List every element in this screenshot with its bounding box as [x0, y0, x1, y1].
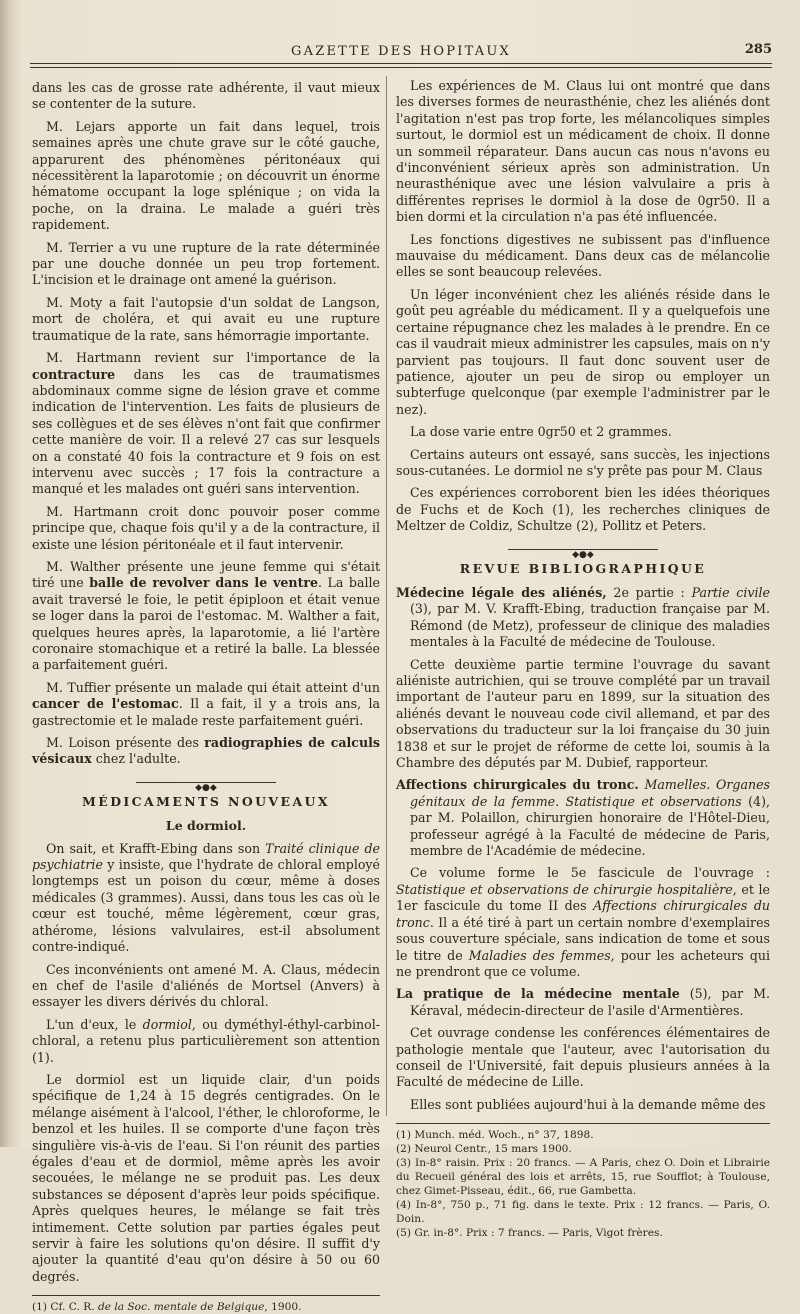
bibliography-entry	[396, 986, 770, 1019]
footnote: (1) Munch. méd. Woch., n° 37, 1898.	[396, 1129, 594, 1142]
text: dans les cas de traumatismes abdominaux comme signe de lésion grave et comme indication de l'intervention. Les faits de plusieurs de ses collègues et de ses élèves n'ont fait que confirmer cette manière de voir. Il a relevé 27 cas sur lesquels on a constaté 40 fois la contracture et 9 fois on est intervenu avec succès ; 17 fois la contracture a manqué et les malades ont guéri sans intervention.	[32, 366, 380, 497]
ornament-divider: ◆●◆	[396, 545, 770, 553]
emphasis: Affections chirurgicales du tronc	[396, 898, 770, 930]
bibliography-entry	[396, 777, 770, 859]
footnote	[32, 1300, 380, 1314]
text: . Il a fait, il y a trois ans, la gastrectomie et le malade reste parfaitement guéri.	[32, 696, 380, 728]
paragraph: Ces expériences corroborent bien les idées théoriques de Fuchs et de Koch (1), les recherches cliniques de Meltzer de Coldiz, Schultze (2), Pollitz et Peters.	[396, 485, 770, 534]
text: M. Loison présente des	[46, 735, 205, 751]
text: , et le 1er fascicule du tome II des	[396, 881, 770, 914]
footnote: (4) In-8°, 750 p., 71 fig. dans le texte. Prix : 12 francs. — Paris, O. Doin.	[396, 1199, 770, 1226]
paragraph: Cette deuxième partie termine l'ouvrage du savant aliéniste autrichien, qui se trouve complété par un travail important de l'auteur paru en 1899, sur la situation des aliénés devant le nouveau code civil allemand, et par des observations du traducteur sur la loi française du 30 juin 1838 et sur le projet de réforme de cette loi, soumis à la Chambre des députés par M. Dubief, rapporteur.	[396, 656, 770, 771]
paragraph: Cet ouvrage condense les conférences élémentaires de pathologie mentale que l'auteur, avec l'autorisation du conseil de l'Université, fait depuis plusieurs années à la Faculté de médecine de Lille.	[396, 1025, 770, 1090]
text: (1) Cf. C. R.	[32, 1301, 98, 1314]
entry-title: Affections chirurgicales du tronc.	[396, 777, 639, 793]
header-rule-thick	[30, 63, 772, 64]
paragraph	[32, 350, 380, 498]
paragraph	[32, 841, 380, 956]
entry-title: La pratique de la médecine mentale	[396, 986, 680, 1002]
text: , pour les acheteurs qui ne prendront que ce volume.	[396, 947, 770, 979]
text: 2e partie :	[606, 584, 692, 600]
emphasis: contracture	[32, 366, 116, 382]
column-divider	[386, 76, 387, 1116]
paragraph	[32, 680, 380, 729]
emphasis: Mamelles. Organes génitaux de la femme. Statistique et observations	[410, 777, 770, 809]
emphasis: cancer de l'estomac	[32, 696, 179, 712]
paragraph: M. Lejars apporte un fait dans lequel, trois semaines après une chute grave sur le côté gauche, apparurent des phénomènes péritonéaux qui nécessitèrent la laparotomie ; on découvrit un énorme hématome occupant la loge splénique ; on vida la poche, on la draina. Le malade a guéri très rapidement.	[32, 118, 380, 233]
paragraph: Les expériences de M. Claus lui ont montré que dans les diverses formes de neurasthénie, chez les aliénés dont l'agitation n'est pas trop forte, les mélancoliques simples surtout, le dormiol est un médicament de choix. Il donne un sommeil réparateur. Dans aucun cas nous n'avons eu d'inconvénient sérieux après son administration. Un neurasthénique avec une lésion valvulaire a pris à différentes reprises le dormiol à la dose de 0gr50. Il a bien dormi et la circulation n'a pas été influencée.	[396, 78, 770, 225]
bibliography-entry	[396, 585, 770, 651]
emphasis: dormiol	[142, 1016, 192, 1032]
paragraph	[32, 1017, 380, 1066]
paragraph: Elles sont publiées aujourd'hui à la demande même des	[410, 1096, 766, 1112]
footnote-rule	[32, 1295, 380, 1296]
ornament-divider: ◆●◆	[32, 778, 380, 786]
paragraph: Un léger inconvénient chez les aliénés réside dans le goût peu agréable du médicament. Il y a quelquefois une certaine répugnance chez les malades à le prendre. En ce cas il vaudrait mieux administrer les capsules, mais on n'y parvient pas toujours. Il faut donc souvent user de patience, ajouter un peu de sirop ou employer un subterfuge quelconque (par exemple l'administrer par le nez).	[396, 286, 770, 417]
text: M. Hartmann revient sur l'importance de la	[46, 350, 380, 366]
right-column	[396, 78, 770, 1240]
paragraph: M. Moty a fait l'autopsie d'un soldat de Langson, mort de choléra, et qui avait eu une rupture traumatique de la rate, sans hémorragie importante.	[32, 294, 380, 343]
emphasis: Statistique et observations de chirurgie hospitalière	[396, 881, 733, 897]
text: y insiste, que l'hydrate de chloral employé longtemps est un poison du cœur, même à doses médicales (3 grammes). Aussi, dans tous les cas où le cœur est touché, même légèrement, cœur gras, athérome, lésions valvulaires, est-il absolument contre-indiqué.	[32, 857, 380, 955]
header-rule-thin	[30, 67, 772, 68]
page-number: 285	[744, 42, 772, 57]
paragraph: dans les cas de grosse rate adhérente, il vaut mieux se contenter de la suture.	[32, 80, 380, 112]
paragraph	[32, 559, 380, 674]
paragraph	[396, 865, 770, 980]
paragraph: La dose varie entre 0gr50 et 2 grammes.	[410, 424, 672, 440]
footnote-rule	[396, 1123, 770, 1124]
paragraph: Les fonctions digestives ne subissent pas d'influence mauvaise du médicament. Dans deux cas de mélancolie elles se sont beaucoup relevées.	[396, 231, 770, 280]
paragraph	[32, 735, 380, 768]
text: . La balle avait traversé le foie, le petit épiploon et était venue se loger dans la paroi de l'estomac. M. Walther a fait, quelques heures après, la laparotomie, a lié l'artère coronaire stomachique et a retiré la balle. La blessée a parfaitement guéri.	[32, 575, 380, 673]
text: . Il a été tiré à part un certain nombre d'exemplaires sous couverture spéciale, sans indication de tome et sous le titre de	[396, 914, 770, 963]
footnote: (5) Gr. in-8°. Prix : 7 francs. — Paris, Vigot frères.	[396, 1227, 663, 1240]
subsection-heading: Le dormiol.	[165, 818, 247, 834]
text: Ce volume forme le 5e fascicule de l'ouvrage :	[410, 865, 770, 881]
emphasis: de la Soc. mentale de Belgique	[97, 1301, 265, 1314]
paragraph: Le dormiol est un liquide clair, d'un poids spécifique de 1,24 à 15 degrés centigrades. On le mélange aisément à l'alcool, l'éther, le chloroforme, le benzol et les huiles. Il se comporte d'une façon très singulière vis-à-vis de l'eau. Si l'on réunit des parties égales d'eau et de dormiol, même après les avoir secouées, le mélange ne se produit pas. Les deux substances se déposent d'après leur poids spécifique. Après quelques heures, le mélange se fait très intimement. Cette solution par parties égales peut servir à faire les solutions qu'on désire. Il suffit d'y ajouter la quantité d'eau qu'on désire à 50 ou 60 degrés.	[32, 1071, 380, 1284]
emphasis: radiographies de calculs vésicaux	[32, 735, 381, 767]
text: chez l'adulte.	[91, 751, 181, 767]
section-heading: REVUE BIBLIOGRAPHIQUE	[459, 560, 707, 576]
text: On sait, et Krafft-Ebing dans son	[46, 840, 266, 856]
text: L'un d'eux, le	[46, 1016, 143, 1032]
emphasis: balle de revolver dans le ventre	[89, 575, 319, 591]
emphasis: Partie civile	[691, 584, 771, 600]
journal-title: GAZETTE DES HOPITAUX	[291, 44, 511, 59]
paragraph: M. Hartmann croit donc pouvoir poser comme principe que, chaque fois qu'il y a de la contracture, il existe une lésion péritonéale et il faut intervenir.	[32, 503, 380, 552]
paragraph: M. Terrier a vu une rupture de la rate déterminée par une douche donnée un peu trop fortement. L'incision et le drainage ont amené la guérison.	[32, 239, 380, 288]
book-title: Traité clinique de psychiatrie	[32, 840, 380, 873]
footnote: (3) In-8° raisin. Prix : 20 francs. — A Paris, chez O. Doin et Librairie du Recueil général des lois et arrêts, 15, rue Soufflot; à Toulouse, chez Gimet-Pisseau, édit., 66, rue Gambetta.	[396, 1157, 770, 1198]
section-heading: MÉDICAMENTS NOUVEAUX	[82, 793, 330, 809]
text: , 1900.	[264, 1301, 302, 1314]
footnote: (2) Neurol Centr., 15 mars 1900.	[396, 1143, 572, 1156]
text: (5), par M. Kéraval, médecin-directeur de l'asile d'Armentières.	[410, 986, 770, 1018]
emphasis: Maladies des femmes	[468, 947, 611, 963]
entry-title: Médecine légale des aliénés,	[396, 584, 607, 600]
text: M. Walther présente une jeune femme qui s'était tiré une	[32, 558, 380, 591]
text: M. Tuffier présente un malade qui était atteint d'un	[46, 679, 380, 695]
paragraph: Certains auteurs ont essayé, sans succès, les injections sous-cutanées. Le dormiol ne s'y prête pas pour M. Claus	[396, 446, 770, 478]
left-column	[32, 80, 380, 1314]
paragraph: Ces inconvénients ont amené M. A. Claus, médecin en chef de l'asile d'aliénés de Mortsel (Anvers) à essayer les divers dérivés du chloral.	[32, 961, 380, 1010]
text: (3), par M. V. Krafft-Ebing, traduction française par M. Rémond (de Metz), professeur de clinique des maladies mentales à la Faculté de médecine de Toulouse.	[410, 601, 770, 650]
text: , ou dyméthyl-éthyl-carbinol-chloral, a retenu plus particulièrement son attention (1).	[32, 1016, 381, 1065]
text: (4), par M. Polaillon, chirurgien honoraire de l'Hôtel-Dieu, professeur agrégé à la Faculté de médecine de Paris, membre de l'Académie de médecine.	[410, 793, 770, 859]
